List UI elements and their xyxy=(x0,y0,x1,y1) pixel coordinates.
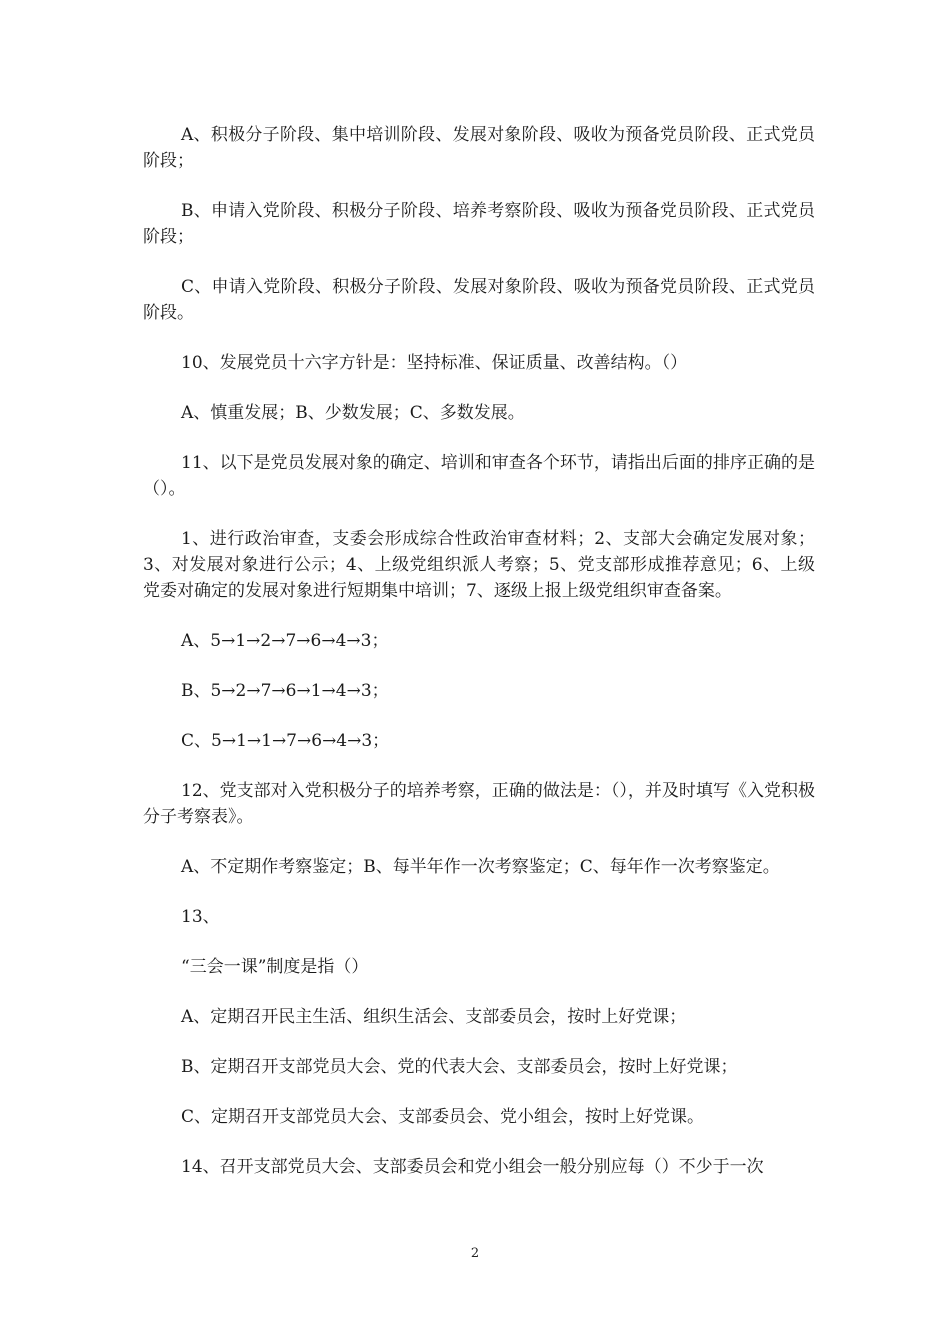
option-paragraph: A、定期召开民主生活、组织生活会、支部委员会，按时上好党课； xyxy=(181,1007,687,1027)
option-paragraph: B、5→2→7→6→1→4→3； xyxy=(181,681,389,701)
question-paragraph: “三会一课”制度是指（） xyxy=(181,957,369,977)
option-paragraph: B、定期召开支部党员大会、党的代表大会、支部委员会，按时上好党课； xyxy=(181,1057,738,1077)
question-paragraph: 10、发展党员十六字方针是：坚持标准、保证质量、改善结构。（） xyxy=(181,353,688,373)
option-paragraph: B、申请入党阶段、积极分子阶段、培养考察阶段、吸收为预备党员阶段、正式党员阶段； xyxy=(143,201,815,247)
question-number: 13、 xyxy=(181,907,220,927)
option-paragraph: A、慎重发展；B、少数发展；C、多数发展。 xyxy=(181,403,525,423)
document-body xyxy=(143,122,815,1204)
question-paragraph: 14、召开支部党员大会、支部委员会和党小组会一般分别应每（）不少于一次 xyxy=(181,1157,764,1177)
option-paragraph: A、积极分子阶段、集中培训阶段、发展对象阶段、吸收为预备党员阶段、正式党员阶段； xyxy=(143,125,815,171)
option-paragraph: C、5→1→1→7→6→4→3； xyxy=(181,731,390,751)
option-paragraph: C、定期召开支部党员大会、支部委员会、党小组会，按时上好党课。 xyxy=(181,1107,705,1127)
question-paragraph: 12、党支部对入党积极分子的培养考察，正确的做法是：（），并及时填写《入党积极分子考察表》。 xyxy=(143,781,815,827)
page-number: 2 xyxy=(470,1246,480,1261)
question-paragraph: 11、以下是党员发展对象的确定、培训和审查各个环节，请指出后面的排序正确的是（）。 xyxy=(143,453,815,499)
steps-paragraph: 1、进行政治审查，支委会形成综合性政治审查材料；2、支部大会确定发展对象；3、对发展对象进行公示；4、上级党组织派人考察；5、党支部形成推荐意见；6、上级党委对确定的发展对象进行短期集中培训；7、逐级上报上级党组织审查备案。 xyxy=(143,529,815,601)
option-paragraph: A、不定期作考察鉴定；B、每半年作一次考察鉴定；C、每年作一次考察鉴定。 xyxy=(181,857,780,877)
option-paragraph: A、5→1→2→7→6→4→3； xyxy=(181,631,389,651)
option-paragraph: C、申请入党阶段、积极分子阶段、发展对象阶段、吸收为预备党员阶段、正式党员阶段。 xyxy=(143,277,815,323)
